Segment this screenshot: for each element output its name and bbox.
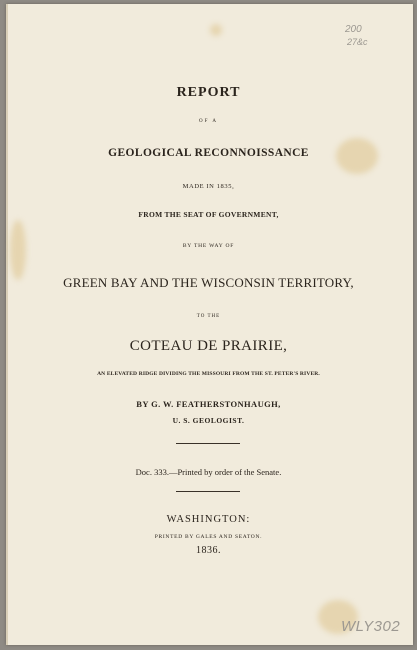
divider-rule bbox=[176, 443, 240, 444]
by-way-line: BY THE WAY OF bbox=[182, 243, 235, 249]
pencil-price-subnote: 27&c bbox=[347, 37, 368, 47]
of-a-line: OF A bbox=[199, 119, 218, 124]
pencil-inventory-number: WLY302 bbox=[341, 618, 401, 635]
route-heading: GREEN BAY AND THE WISCONSIN TERRITORY, bbox=[63, 275, 354, 290]
description-line: AN ELEVATED RIDGE DIVIDING THE MISSOURI FROM THE ST. PETER'S RIVER. bbox=[97, 371, 320, 377]
author-line: BY G. W. FEATHERSTONHAUGH, bbox=[136, 399, 281, 409]
imprint-printer: PRINTED BY GALES AND SEATON. bbox=[154, 534, 263, 540]
author-title: U. S. GEOLOGIST. bbox=[172, 416, 245, 425]
made-in-line: MADE IN 1835, bbox=[182, 183, 235, 190]
from-line: FROM THE SEAT OF GOVERNMENT, bbox=[138, 210, 279, 219]
destination-heading: COTEAU DE PRAIRIE, bbox=[129, 338, 288, 354]
document-note: Doc. 333.—Printed by order of the Senate. bbox=[135, 467, 282, 477]
subject-heading: GEOLOGICAL RECONNOISSANCE bbox=[108, 147, 309, 159]
to-the-line: TO THE bbox=[196, 314, 221, 319]
imprint-place: WASHINGTON: bbox=[166, 514, 251, 525]
foxing-stain bbox=[10, 220, 26, 280]
report-title: REPORT bbox=[176, 85, 241, 100]
foxing-stain bbox=[210, 24, 222, 36]
divider-rule bbox=[176, 491, 240, 492]
pencil-price-note: 200 bbox=[345, 24, 362, 35]
imprint-year: 1836. bbox=[196, 545, 221, 556]
